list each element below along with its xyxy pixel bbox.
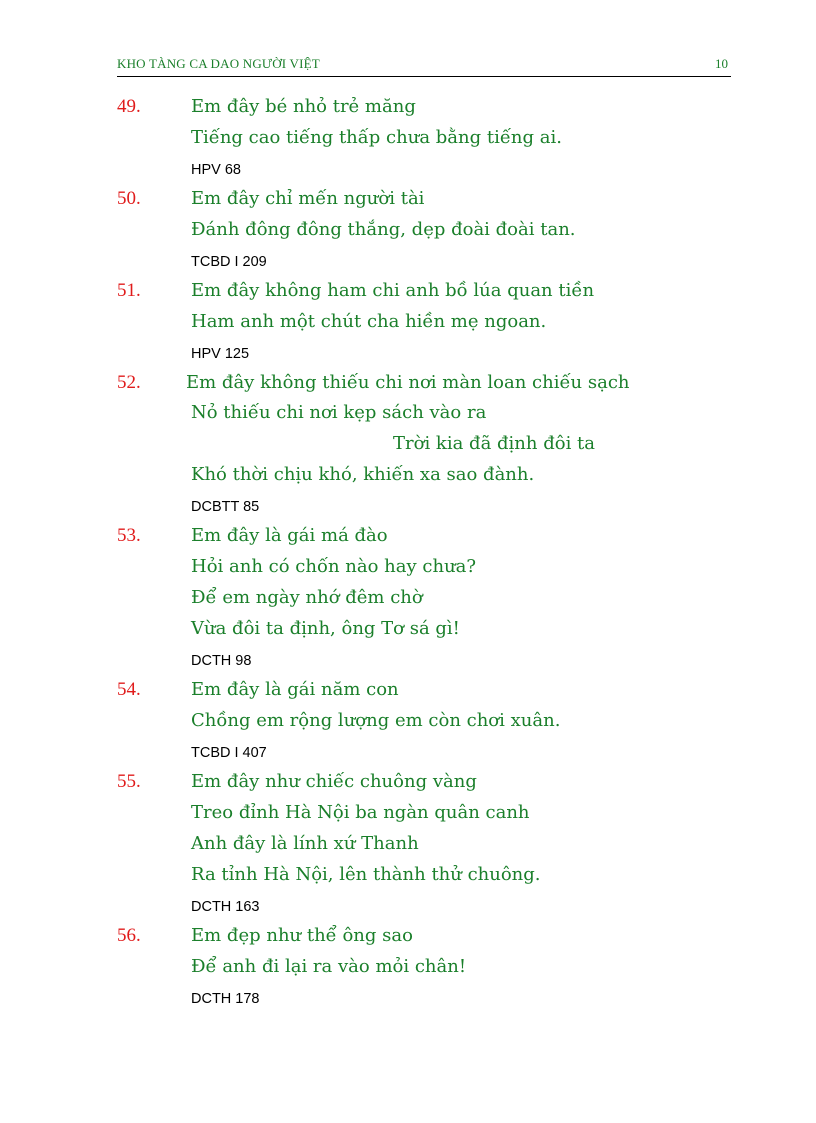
source-citation: DCTH 178 [191,991,260,1007]
verse-line: Chồng em rộng lượng em còn chơi xuân. [191,710,561,731]
source-citation: HPV 125 [191,346,250,362]
verse-line: Em đây là gái năm con [191,679,399,700]
verse-line: Vừa đôi ta định, ông Tơ sá gì! [191,618,460,639]
verse-line: Em đây không ham chi anh bồ lúa quan tiền [191,280,595,301]
verse-line: Em đây là gái má đào [191,525,388,546]
verse-line: Trời kia đã định đôi ta [393,433,596,454]
source-citation: HPV 68 [191,162,241,178]
entry-number: 53. [117,525,141,546]
source-citation: DCTH 98 [191,653,252,669]
source-citation: TCBD I 209 [191,254,267,270]
verse-line: Hỏi anh có chốn nào hay chưa? [191,556,477,577]
verse-line: Em đây như chiếc chuông vàng [191,771,477,792]
verse-line: Đánh đông đông thắng, dẹp đoài đoài tan. [191,219,576,240]
verse-line: Ra tỉnh Hà Nội, lên thành thử chuông. [191,864,541,885]
verse-line: Khó thời chịu khó, khiến xa sao đành. [191,464,535,485]
verse-line: Treo đỉnh Hà Nội ba ngàn quân canh [191,802,530,823]
verse-line: Em đẹp như thể ông sao [191,925,413,946]
page-number: 10 [715,56,728,71]
running-header [117,56,731,77]
verse-line: Em đây bé nhỏ trẻ măng [191,96,416,117]
verse-line: Để em ngày nhớ đêm chờ [191,587,423,608]
entry-number: 52. [117,372,141,393]
verse-line: Nỏ thiếu chi nơi kẹp sách vào ra [191,402,487,423]
source-citation: DCTH 163 [191,899,260,915]
verse-line: Em đây chỉ mến người tài [191,188,425,209]
verse-line: Tiếng cao tiếng thấp chưa bằng tiếng ai. [191,127,562,148]
verse-line: Anh đây là lính xứ Thanh [191,833,419,854]
source-citation: DCBTT 85 [191,499,260,515]
header-title: KHO TÀNG CA DAO NGƯỜI VIỆT [117,56,320,71]
verse-line: Để anh đi lại ra vào mỏi chân! [191,956,467,977]
entry-number: 51. [117,280,141,301]
entry-number: 54. [117,679,141,700]
verse-line: Em đây không thiếu chi nơi màn loan chiếu sạch [186,372,630,393]
source-citation: TCBD I 407 [191,745,267,761]
entry-number: 50. [117,188,141,209]
entry-number: 55. [117,771,141,792]
entry-number: 49. [117,96,141,117]
entry-number: 56. [117,925,141,946]
verse-line: Ham anh một chút cha hiền mẹ ngoan. [191,311,547,332]
